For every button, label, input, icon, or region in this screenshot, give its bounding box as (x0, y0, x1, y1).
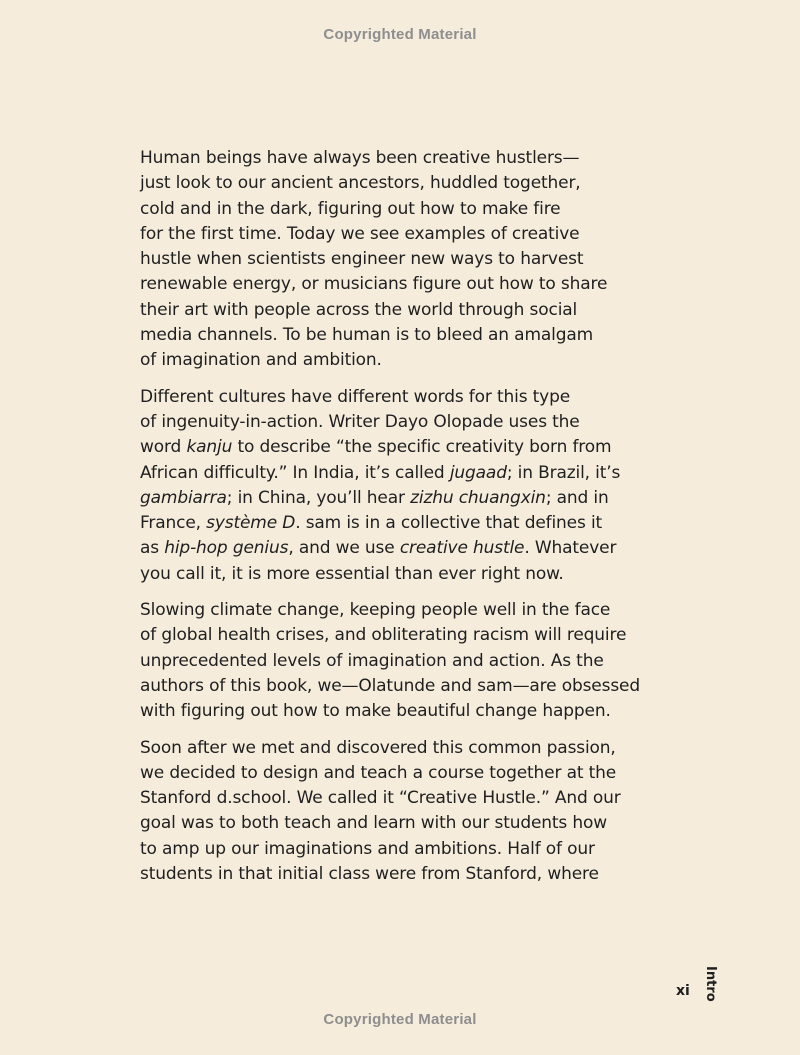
text-segment: word (140, 437, 187, 458)
text-segment: ; in China, you’ll hear (226, 487, 411, 508)
text-segment: Soon after we met and discovered this common passion, (140, 737, 616, 758)
text-line (140, 598, 640, 623)
text-segment: as (140, 538, 165, 559)
text-line (140, 461, 640, 486)
text-segment: to amp up our imaginations and ambitions. Half of our (140, 838, 595, 859)
text-segment: goal was to both teach and learn with our students how (140, 813, 608, 834)
text-segment: France, (140, 513, 207, 534)
text-segment: African difficulty.” In India, it’s called (140, 462, 450, 483)
text-segment: . Whatever (524, 538, 617, 559)
text-segment: . sam is in a collective that defines it (295, 513, 603, 534)
text-segment: for the first time. Today we see examples of creative (140, 223, 580, 244)
text-segment: Different cultures have different words for this type (140, 386, 571, 407)
text-segment: ; and in (545, 487, 609, 508)
text-line (140, 197, 640, 222)
page-number: xi (676, 983, 690, 999)
text-segment: of ingenuity-in-action. Writer Dayo Olopade uses the (140, 411, 580, 432)
text-segment: ; in Brazil, it’s (506, 462, 621, 483)
text-segment: we decided to design and teach a course together at the (140, 762, 617, 783)
text-line (140, 536, 640, 561)
text-segment: of global health crises, and obliterating racism will require (140, 625, 627, 646)
text-line (140, 786, 640, 811)
text-line (140, 562, 640, 587)
text-segment: cold and in the dark, figuring out how to make fire (140, 198, 561, 219)
text-line (140, 348, 640, 373)
text-line (140, 298, 640, 323)
text-segment: renewable energy, or musicians figure out how to share (140, 274, 608, 295)
text-segment: with figuring out how to make beautiful change happen. (140, 701, 611, 722)
text-line (140, 486, 640, 511)
paragraph (140, 736, 640, 888)
text-line (140, 736, 640, 761)
italic-term: jugaad (449, 462, 507, 483)
text-segment: just look to our ancient ancestors, huddled together, (140, 173, 581, 194)
italic-term: système D (206, 513, 296, 534)
text-segment: Slowing climate change, keeping people well in the face (140, 600, 611, 621)
copyright-watermark-top: Copyrighted Material (323, 26, 477, 43)
text-segment: you call it, it is more essential than ever right now. (140, 563, 564, 584)
text-segment: media channels. To be human is to bleed an amalgam (140, 325, 594, 346)
text-line (140, 410, 640, 435)
text-segment: Human beings have always been creative hustlers— (140, 148, 580, 168)
text-segment: , and we use (288, 538, 400, 559)
paragraph (140, 385, 640, 587)
paragraph (140, 598, 640, 724)
text-line (140, 272, 640, 297)
text-segment: authors of this book, we—Olatunde and sam—are obsessed (140, 675, 640, 696)
text-line (140, 435, 640, 460)
copyright-watermark-bottom: Copyrighted Material (323, 1011, 477, 1028)
text-line (140, 247, 640, 272)
text-line (140, 623, 640, 648)
text-line (140, 862, 640, 887)
text-segment: of imagination and ambition. (140, 350, 382, 371)
paragraph (140, 146, 640, 374)
text-line (140, 511, 640, 536)
text-line (140, 222, 640, 247)
italic-term: creative hustle (399, 538, 525, 559)
italic-term: hip-hop genius (164, 538, 289, 559)
text-line (140, 837, 640, 862)
italic-term: zizhu chuangxin (410, 487, 546, 508)
text-line (140, 649, 640, 674)
italic-term: kanju (186, 437, 233, 458)
text-segment: to describe “the specific creativity born from (232, 437, 612, 458)
text-line (140, 171, 640, 196)
italic-term: gambiarra (140, 487, 227, 508)
text-line (140, 699, 640, 724)
body-text (140, 146, 640, 887)
text-line (140, 146, 640, 171)
text-line (140, 385, 640, 410)
text-line (140, 761, 640, 786)
text-line (140, 674, 640, 699)
text-segment: Stanford d.school. We called it “Creative Hustle.” And our (140, 788, 621, 809)
text-segment: unprecedented levels of imagination and action. As the (140, 650, 604, 671)
text-segment: their art with people across the world through social (140, 299, 578, 320)
text-line (140, 811, 640, 836)
text-segment: students in that initial class were from Stanford, where (140, 864, 599, 885)
section-label: Intro (703, 966, 718, 1002)
text-segment: hustle when scientists engineer new ways to harvest (140, 249, 584, 270)
text-line (140, 323, 640, 348)
